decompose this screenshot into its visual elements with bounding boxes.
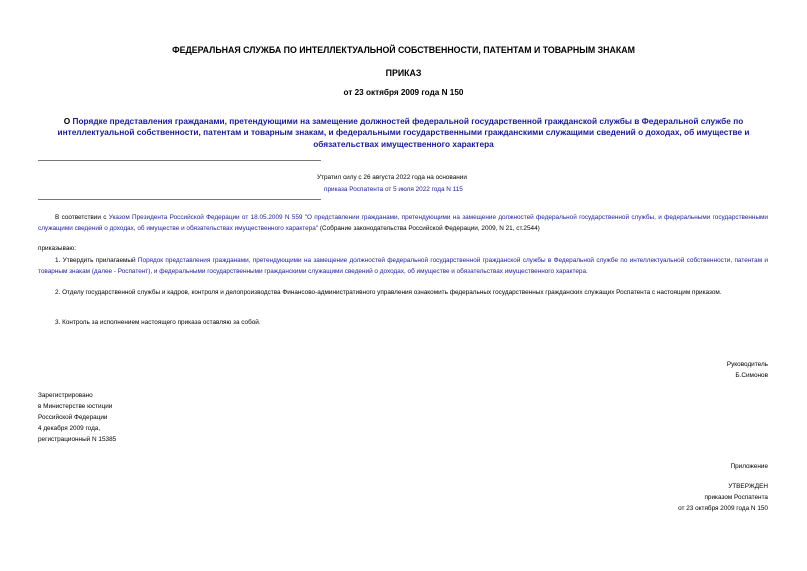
registration-line-3: Российской Федерации xyxy=(38,414,108,421)
registration-line-1: Зарегистрировано xyxy=(38,392,93,399)
item-2-paragraph: 2. Отделу государственной службы и кадров, контроля и делопроизводства Финансово-административного управления ознакомить федеральных государственных гражданских служащих Роспатента с настоящим приказом. xyxy=(55,289,722,296)
doc-date-number: от 23 октября 2009 года N 150 xyxy=(343,88,464,97)
title-link[interactable]: Порядке представления гражданами, претендующими на замещение должностей федеральной государственной гражданской службы в Федеральной службе по интеллектуальной собственности, патентам и товарным знакам, и федеральными государственными гражданскими служащими сведений о доходах, об имуществе и обязательствах имущественного характера xyxy=(57,116,750,149)
divider-top xyxy=(38,160,321,161)
title-prefix: О xyxy=(63,116,73,126)
signer-position: Руководитель xyxy=(726,361,768,368)
item-1-paragraph xyxy=(38,255,768,277)
signature-block xyxy=(727,359,768,381)
preamble-text-a: В соответствии с xyxy=(55,214,109,221)
decree-link[interactable]: Указом Президента Российской Федерации от 18.05.2009 N 559 "О представлении гражданами, претендующими на замещение должностей федеральной государственной службы, и федеральными государственными служащими сведений о доходах, об имуществе и обязательствах имущественного характера" xyxy=(38,214,768,232)
item-3-paragraph: 3. Контроль за исполнением настоящего приказа оставляю за собой. xyxy=(55,319,261,326)
approval-block xyxy=(678,481,768,514)
agency-heading: ФЕДЕРАЛЬНАЯ СЛУЖБА ПО ИНТЕЛЛЕКТУАЛЬНОЙ СОБСТВЕННОСТИ, ПАТЕНТАМ И ТОВАРНЫМ ЗНАКАМ xyxy=(172,45,635,55)
registration-line-5: регистрационный N 15385 xyxy=(38,436,117,443)
preamble-text-b: (Собрание законодательства Российской Федерации, 2009, N 21, ст.2544) xyxy=(318,225,540,232)
lost-force-link[interactable]: приказа Роспатента от 5 июля 2022 года N 115 xyxy=(324,186,463,193)
approved-date: от 23 октября 2009 года N 150 xyxy=(678,505,768,512)
order-word: приказываю: xyxy=(38,245,76,252)
document-title xyxy=(34,116,773,150)
lost-force-text: Утратил силу с 26 августа 2022 года на основании xyxy=(317,174,467,181)
procedure-link[interactable]: Порядок представления гражданами, претендующими на замещение должностей федеральной государственной гражданской службы в Федеральной службе по интеллектуальной собственности, патентам и товарным знакам (далее - Роспатент), и федеральными государственными гражданскими служащими сведений о доходах, об имуществе и обязательствах имущественного характера. xyxy=(38,257,768,275)
lost-force-note xyxy=(317,172,467,196)
doc-type-heading: ПРИКАЗ xyxy=(385,68,422,78)
registration-line-2: в Министерстве юстиции xyxy=(38,403,113,410)
appendix-label: Приложение xyxy=(730,463,768,470)
approved-label: УТВЕРЖДЕН xyxy=(728,483,768,490)
registration-line-4: 4 декабря 2009 года, xyxy=(38,425,101,432)
divider-bottom xyxy=(38,199,321,200)
item-1-text: 1. Утвердить прилагаемый xyxy=(55,257,138,264)
registration-block xyxy=(38,390,116,445)
approved-by-order: приказом Роспатента xyxy=(704,494,768,501)
signer-name: Б.Симонов xyxy=(735,372,768,379)
preamble-paragraph xyxy=(38,212,768,234)
